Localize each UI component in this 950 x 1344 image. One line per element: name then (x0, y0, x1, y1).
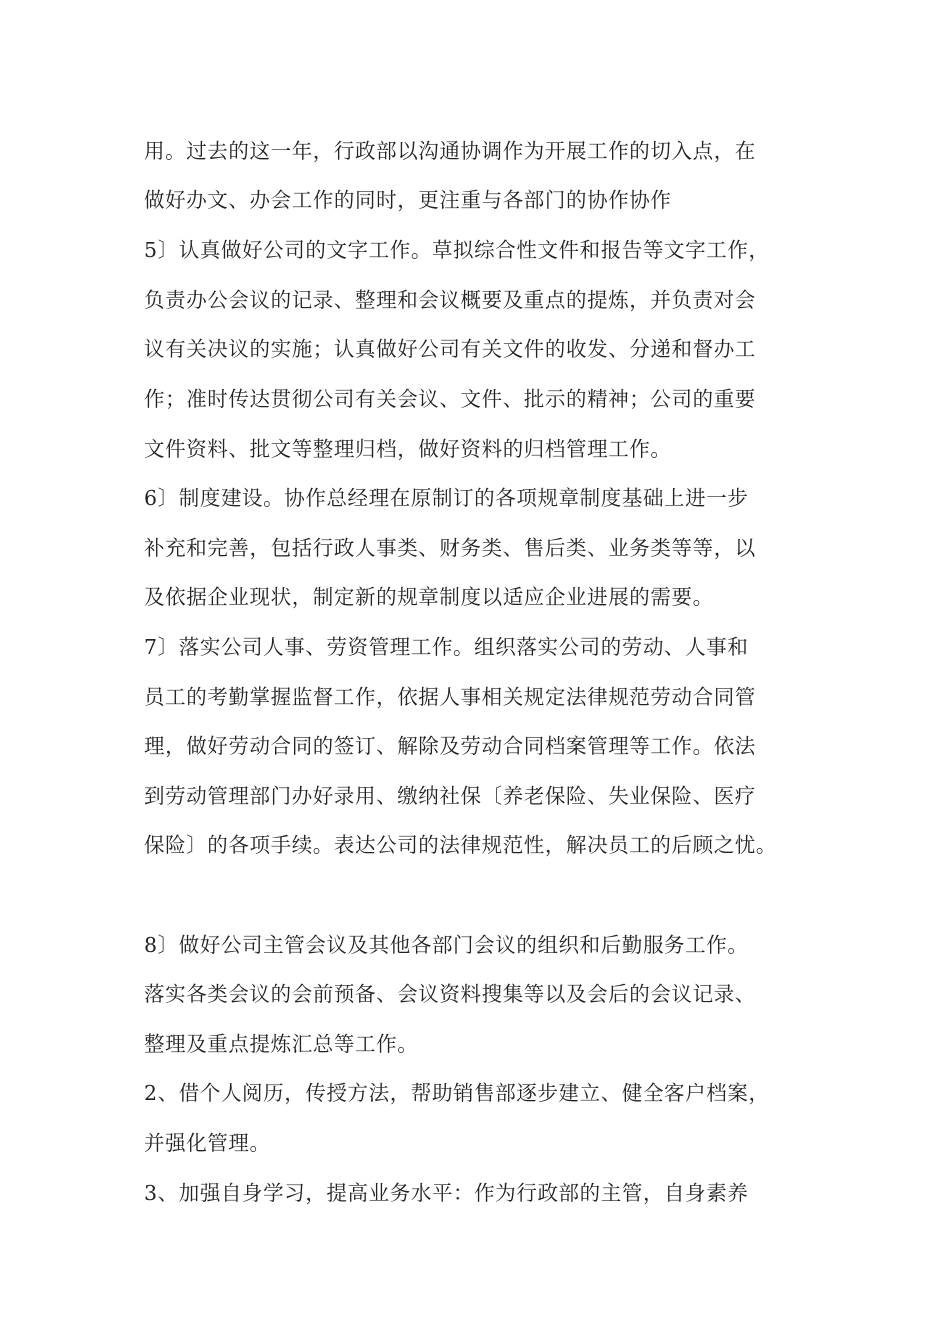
text-line: 到劳动管理部门办好录用、缴纳社保〔养老保险、失业保险、医疗 (144, 784, 756, 808)
text-line: 及依据企业现状，制定新的规章制度以适应企业进展的需要。 (144, 585, 714, 609)
text-line: 员工的考勤掌握监督工作，依据人事相关规定法律规范劳动合同管 (144, 685, 756, 709)
text-line: 8〕做好公司主管会议及其他各部门会议的组织和后勤服务工作。 (144, 933, 749, 957)
text-line: 5〕认真做好公司的文字工作。草拟综合性文件和报告等文字工作， (144, 238, 770, 262)
text-line: 6〕制度建设。协作总经理在原制订的各项规章制度基础上进一步 (144, 486, 749, 510)
text-line: 整理及重点提炼汇总等工作。 (144, 1032, 419, 1056)
text-line: 保险〕的各项手续。表达公司的法律规范性，解决员工的后顾之忧。 (144, 833, 777, 857)
text-line: 补充和完善，包括行政人事类、财务类、售后类、业务类等等，以 (144, 536, 756, 560)
text-line: 文件资料、批文等整理归档，做好资料的归档管理工作。 (144, 437, 672, 461)
text-line: 用。过去的这一年，行政部以沟通协调作为开展工作的切入点，在 (144, 139, 756, 163)
text-line: 2、借个人阅历，传授方法，帮助销售部逐步建立、健全客户档案， (144, 1081, 770, 1105)
text-line: 作；准时传达贯彻公司有关会议、文件、批示的精神；公司的重要 (144, 387, 756, 411)
text-line: 7〕落实公司人事、劳资管理工作。组织落实公司的劳动、人事和 (144, 635, 749, 659)
text-line: 落实各类会议的会前预备、会议资料搜集等以及会后的会议记录、 (144, 982, 756, 1006)
text-line: 理，做好劳动合同的签订、解除及劳动合同档案管理等工作。依法 (144, 734, 756, 758)
text-line: 并强化管理。 (144, 1131, 271, 1155)
text-line: 3、加强自身学习，提高业务水平：作为行政部的主管，自身素养 (144, 1181, 749, 1205)
text-line: 议有关决议的实施；认真做好公司有关文件的收发、分递和督办工 (144, 337, 756, 361)
text-line: 做好办文、办会工作的同时，更注重与各部门的协作协作 (144, 188, 672, 212)
text-line: 负责办公会议的记录、整理和会议概要及重点的提炼，并负责对会 (144, 288, 756, 312)
